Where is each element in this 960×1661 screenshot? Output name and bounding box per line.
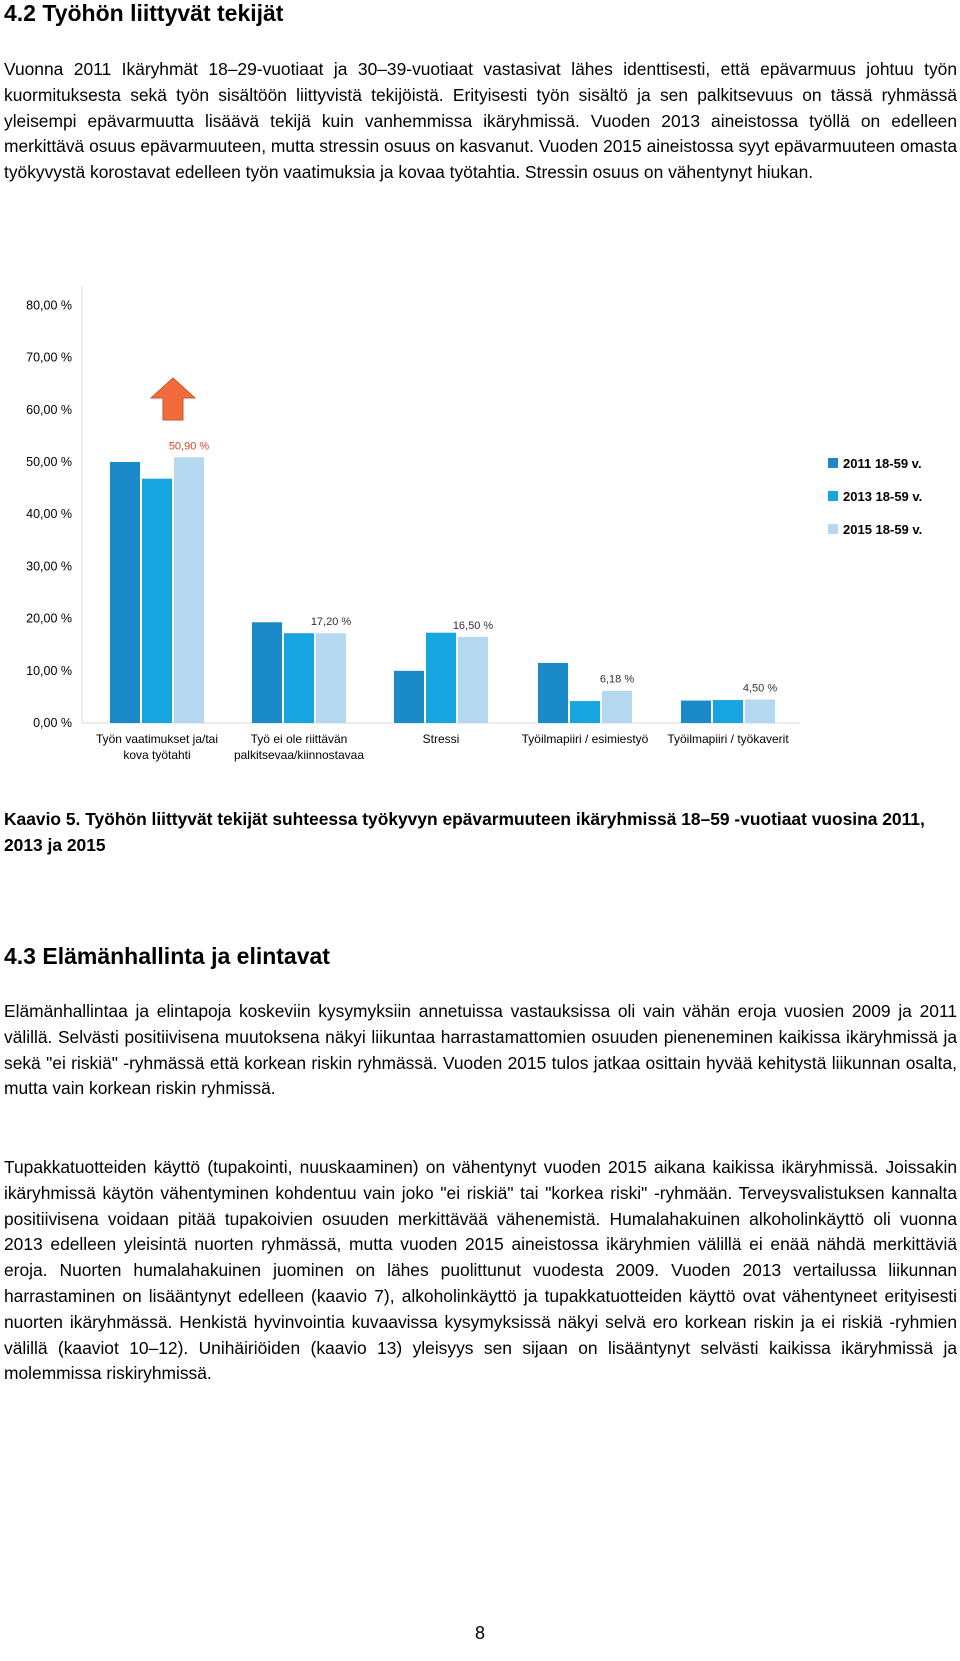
bar bbox=[538, 663, 568, 723]
legend-label: 2013 18-59 v. bbox=[843, 489, 923, 504]
y-tick-label: 80,00 % bbox=[26, 298, 72, 313]
bars-group bbox=[110, 457, 778, 723]
data-label: 50,90 % bbox=[168, 440, 210, 453]
x-tick-label: Työilmapiiri / esimiestyö bbox=[521, 732, 649, 746]
legend-swatch bbox=[828, 491, 838, 501]
y-tick-label: 60,00 % bbox=[26, 402, 72, 417]
bar-chart bbox=[0, 286, 960, 766]
x-tick-label: kova työtahti bbox=[123, 748, 191, 762]
up-arrow-icon bbox=[151, 378, 195, 420]
y-tick-label: 20,00 % bbox=[26, 611, 72, 626]
data-label: 4,50 % bbox=[742, 682, 778, 695]
bar bbox=[458, 637, 488, 723]
x-tick-label: palkitsevaa/kiinnostavaa bbox=[233, 748, 365, 762]
y-tick-label: 50,00 % bbox=[26, 455, 72, 469]
bar bbox=[174, 457, 204, 723]
y-axis-ticks bbox=[26, 298, 72, 730]
legend-label: 2015 18-59 v. bbox=[843, 522, 923, 537]
bar bbox=[602, 691, 632, 723]
x-tick-label: Työilmapiiri / työkaverit bbox=[667, 732, 789, 746]
bar bbox=[316, 633, 346, 723]
legend-label: 2011 18-59 v. bbox=[843, 456, 922, 471]
data-label: 6,18 % bbox=[599, 673, 635, 686]
legend-swatch bbox=[828, 458, 838, 468]
x-tick-label: Työ ei ole riittävän bbox=[250, 732, 348, 746]
data-label: 16,50 % bbox=[452, 619, 494, 632]
bar bbox=[252, 622, 282, 723]
bar bbox=[681, 701, 711, 723]
section-4-3-paragraph-1: Elämänhallintaa ja elintapoja koskeviin kysymyksiin annetuissa vastauksissa oli vain vähän eroja vuosien 2009 ja 2011 välillä. Selvästi positiivisena muutoksena näkyi liikuntaa harrastamattomien osuuden pieneneminen kaikissa ikäryhmissä ja sekä "ei riskiä" -ryhmässä että korkean riskin ryhmässä. Vuoden 2015 tulos jatkaa osittain hyvää kehitystä liikunnan osalta, mutta vain korkean riskin ryhmissä. bbox=[4, 1001, 957, 1099]
bar bbox=[142, 479, 172, 723]
y-tick-label: 40,00 % bbox=[26, 507, 72, 522]
bar bbox=[426, 633, 456, 723]
y-tick-label: 0,00 % bbox=[33, 716, 72, 730]
x-tick-label: Stressi bbox=[422, 732, 460, 746]
y-tick-label: 70,00 % bbox=[26, 350, 72, 365]
bar bbox=[745, 700, 775, 723]
bar bbox=[570, 701, 600, 723]
section-heading-4-3: 4.3 Elämänhallinta ja elintavat bbox=[4, 943, 330, 969]
chart-legend bbox=[828, 456, 922, 537]
bar bbox=[713, 700, 743, 723]
section-heading-4-2: 4.2 Työhön liittyvät tekijät bbox=[4, 0, 284, 26]
section-4-2-paragraph: Vuonna 2011 Ikäryhmät 18–29-vuotiaat ja 30–39-vuotiaat vastasivat lähes identtisesti, että epävarmuus johtuu työn kuormituksesta sekä työn sisältöön liittyvistä tekijöistä. Erityisesti työn sisältö ja sen palkitsevuus on tässä ryhmässä yleisempi epävarmuutta lisäävä tekijä kuin vanhemmissa ikäryhmissä. Vuoden 2013 aineistossa työllä on edelleen merkittävä osuus epävarmuuteen, mutta stressin osuus on kasvanut. Vuoden 2015 aineistossa syyt epävarmuuteen omasta työkyvystä korostavat edelleen työn vaatimuksia ja kovaa työtahtia. Stressin osuus on vähentynyt hiukan. bbox=[4, 59, 957, 183]
bar bbox=[394, 671, 424, 723]
chart-caption: Kaavio 5. Työhön liittyvät tekijät suhteessa työkyvyn epävarmuuteen ikäryhmissä 18–59 -vuotiaat vuosina 2011, 2013 ja 2015 bbox=[4, 809, 925, 855]
page-number: 8 bbox=[474, 1623, 485, 1643]
bar bbox=[110, 462, 140, 723]
y-tick-label: 10,00 % bbox=[26, 663, 72, 678]
section-4-3-paragraph-2: Tupakkatuotteiden käyttö (tupakointi, nuuskaaminen) on vähentynyt vuoden 2015 aikana kaikissa ikäryhmissä. Joissakin ikäryhmissä käytön vähentyminen kohdentuu vain joko "ei riskiä" tai "korkea riski" -ryhmään. Terveysvalistuksen kannalta positiivisena voidaan pitää tupakoivien osuuden merkittävää vähenemistä. Humalahakuinen alkoholinkäyttö oli vuonna 2013 edelleen yleisintä nuorten ryhmässä, mutta vuoden 2015 aineistossa ikäryhmien välillä ei enää nähdä merkittäviä eroja. Nuorten humalahakuinen juominen on lähes puolittunut vuodesta 2009. Vuoden 2013 vertailussa liikunnan harrastaminen on lisääntynyt edelleen (kaavio 7), alkoholinkäyttö ja tupakkatuotteiden käyttö ovat vähentyneet erityisesti nuorten ikäryhmässä. Henkistä hyvinvointia kuvaavissa kysymyksissä näkyi selvä ero korkean riskin ja ei riskiä -ryhmien välillä (kaaviot 10–12). Unihäiriöiden (kaavio 13) yleisyys sen sijaan on lisääntynyt selvästi kaikissa ikäryhmissä ja molemmissa riskiryhmissä. bbox=[4, 1157, 957, 1384]
bar bbox=[284, 633, 314, 723]
data-label: 17,20 % bbox=[310, 616, 352, 629]
x-tick-label: Työn vaatimukset ja/tai bbox=[95, 732, 219, 746]
y-tick-label: 30,00 % bbox=[26, 559, 72, 574]
legend-swatch bbox=[828, 524, 838, 534]
x-axis-labels bbox=[96, 732, 789, 762]
